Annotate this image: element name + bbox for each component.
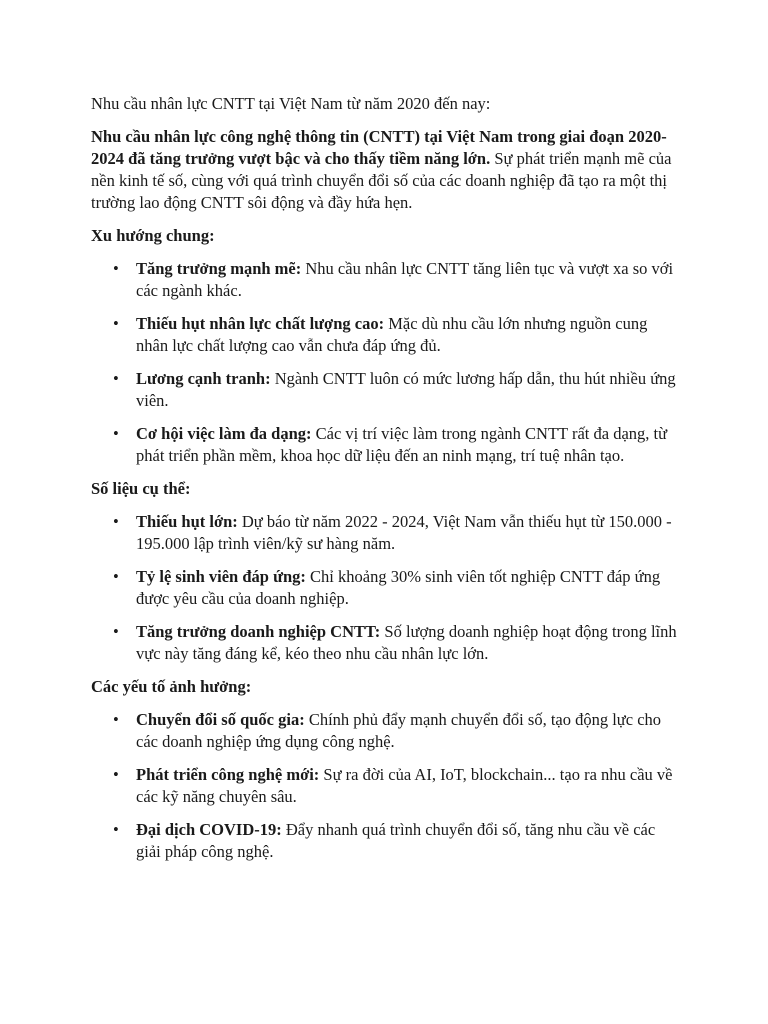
list-item: • Chuyển đổi số quốc gia: Chính phủ đẩy mạnh chuyển đổi số, tạo động lực cho các doanh nghiệp ứng dụng công nghệ.	[113, 710, 662, 751]
bullet-icon: •	[113, 259, 119, 278]
list-item: • Lương cạnh tranh: Ngành CNTT luôn có mức lương hấp dẫn, thu hút nhiều ứng viên.	[113, 369, 676, 410]
section-heading: Số liệu cụ thể:	[91, 479, 191, 498]
section-heading: Các yếu tố ảnh hưởng:	[91, 677, 252, 696]
bullet-icon: •	[113, 710, 119, 729]
list-item: • Thiếu hụt nhân lực chất lượng cao: Mặc dù nhu cầu lớn nhưng nguồn cung nhân lực chất lượng cao vẫn chưa đáp ứng đủ.	[113, 314, 648, 355]
bullet-list	[91, 258, 681, 467]
intro-text: Sự phát triển mạnh mẽ của nền kinh tế số, cùng với quá trình chuyển đổi số của các doanh nghiệp đã tạo ra một thị trường lao động CNTT sôi động và đầy hứa hẹn.	[91, 149, 672, 212]
section-heading: Xu hướng chung:	[91, 226, 215, 245]
bullet-icon: •	[113, 369, 119, 388]
document-title: Nhu cầu nhân lực CNTT tại Việt Nam từ năm 2020 đến nay:	[91, 94, 491, 113]
bullet-icon: •	[113, 820, 119, 839]
list-item: • Tăng trưởng mạnh mẽ: Nhu cầu nhân lực CNTT tăng liên tục và vượt xa so với các ngành khác.	[113, 259, 674, 300]
list-item: • Phát triển công nghệ mới: Sự ra đời của AI, IoT, blockchain... tạo ra nhu cầu về các kỹ năng chuyên sâu.	[113, 765, 673, 806]
bullet-icon: •	[113, 512, 119, 531]
list-item: • Tăng trưởng doanh nghiệp CNTT: Số lượng doanh nghiệp hoạt động trong lĩnh vực này tăng đáng kể, kéo theo nhu cầu nhân lực lớn.	[113, 622, 677, 663]
bullet-icon: •	[113, 765, 119, 784]
document-page	[91, 93, 681, 874]
bullet-icon: •	[113, 314, 119, 333]
list-item: • Thiếu hụt lớn: Dự báo từ năm 2022 - 2024, Việt Nam vẫn thiếu hụt từ 150.000 - 195.000 lập trình viên/kỹ sư hàng năm.	[113, 512, 672, 553]
bullet-icon: •	[113, 424, 119, 443]
intro-paragraph	[91, 126, 681, 214]
intro-bold: Nhu cầu nhân lực công nghệ thông tin (CNTT) tại Việt Nam trong giai đoạn 2020-2024 đã tăng trưởng vượt bậc và cho thấy tiềm năng lớn.	[91, 127, 667, 168]
list-item: • Tỷ lệ sinh viên đáp ứng: Chỉ khoảng 30% sinh viên tốt nghiệp CNTT đáp ứng được yêu cầu của doanh nghiệp.	[113, 567, 661, 608]
list-item: • Đại dịch COVID-19: Đẩy nhanh quá trình chuyển đổi số, tăng nhu cầu về các giải pháp công nghệ.	[113, 820, 656, 861]
bullet-icon: •	[113, 567, 119, 586]
bullet-list	[91, 709, 681, 863]
bullet-list	[91, 511, 681, 665]
list-item: • Cơ hội việc làm đa dạng: Các vị trí việc làm trong ngành CNTT rất đa dạng, từ phát triển phần mềm, khoa học dữ liệu đến an ninh mạng, trí tuệ nhân tạo.	[113, 424, 668, 465]
bullet-icon: •	[113, 622, 119, 641]
